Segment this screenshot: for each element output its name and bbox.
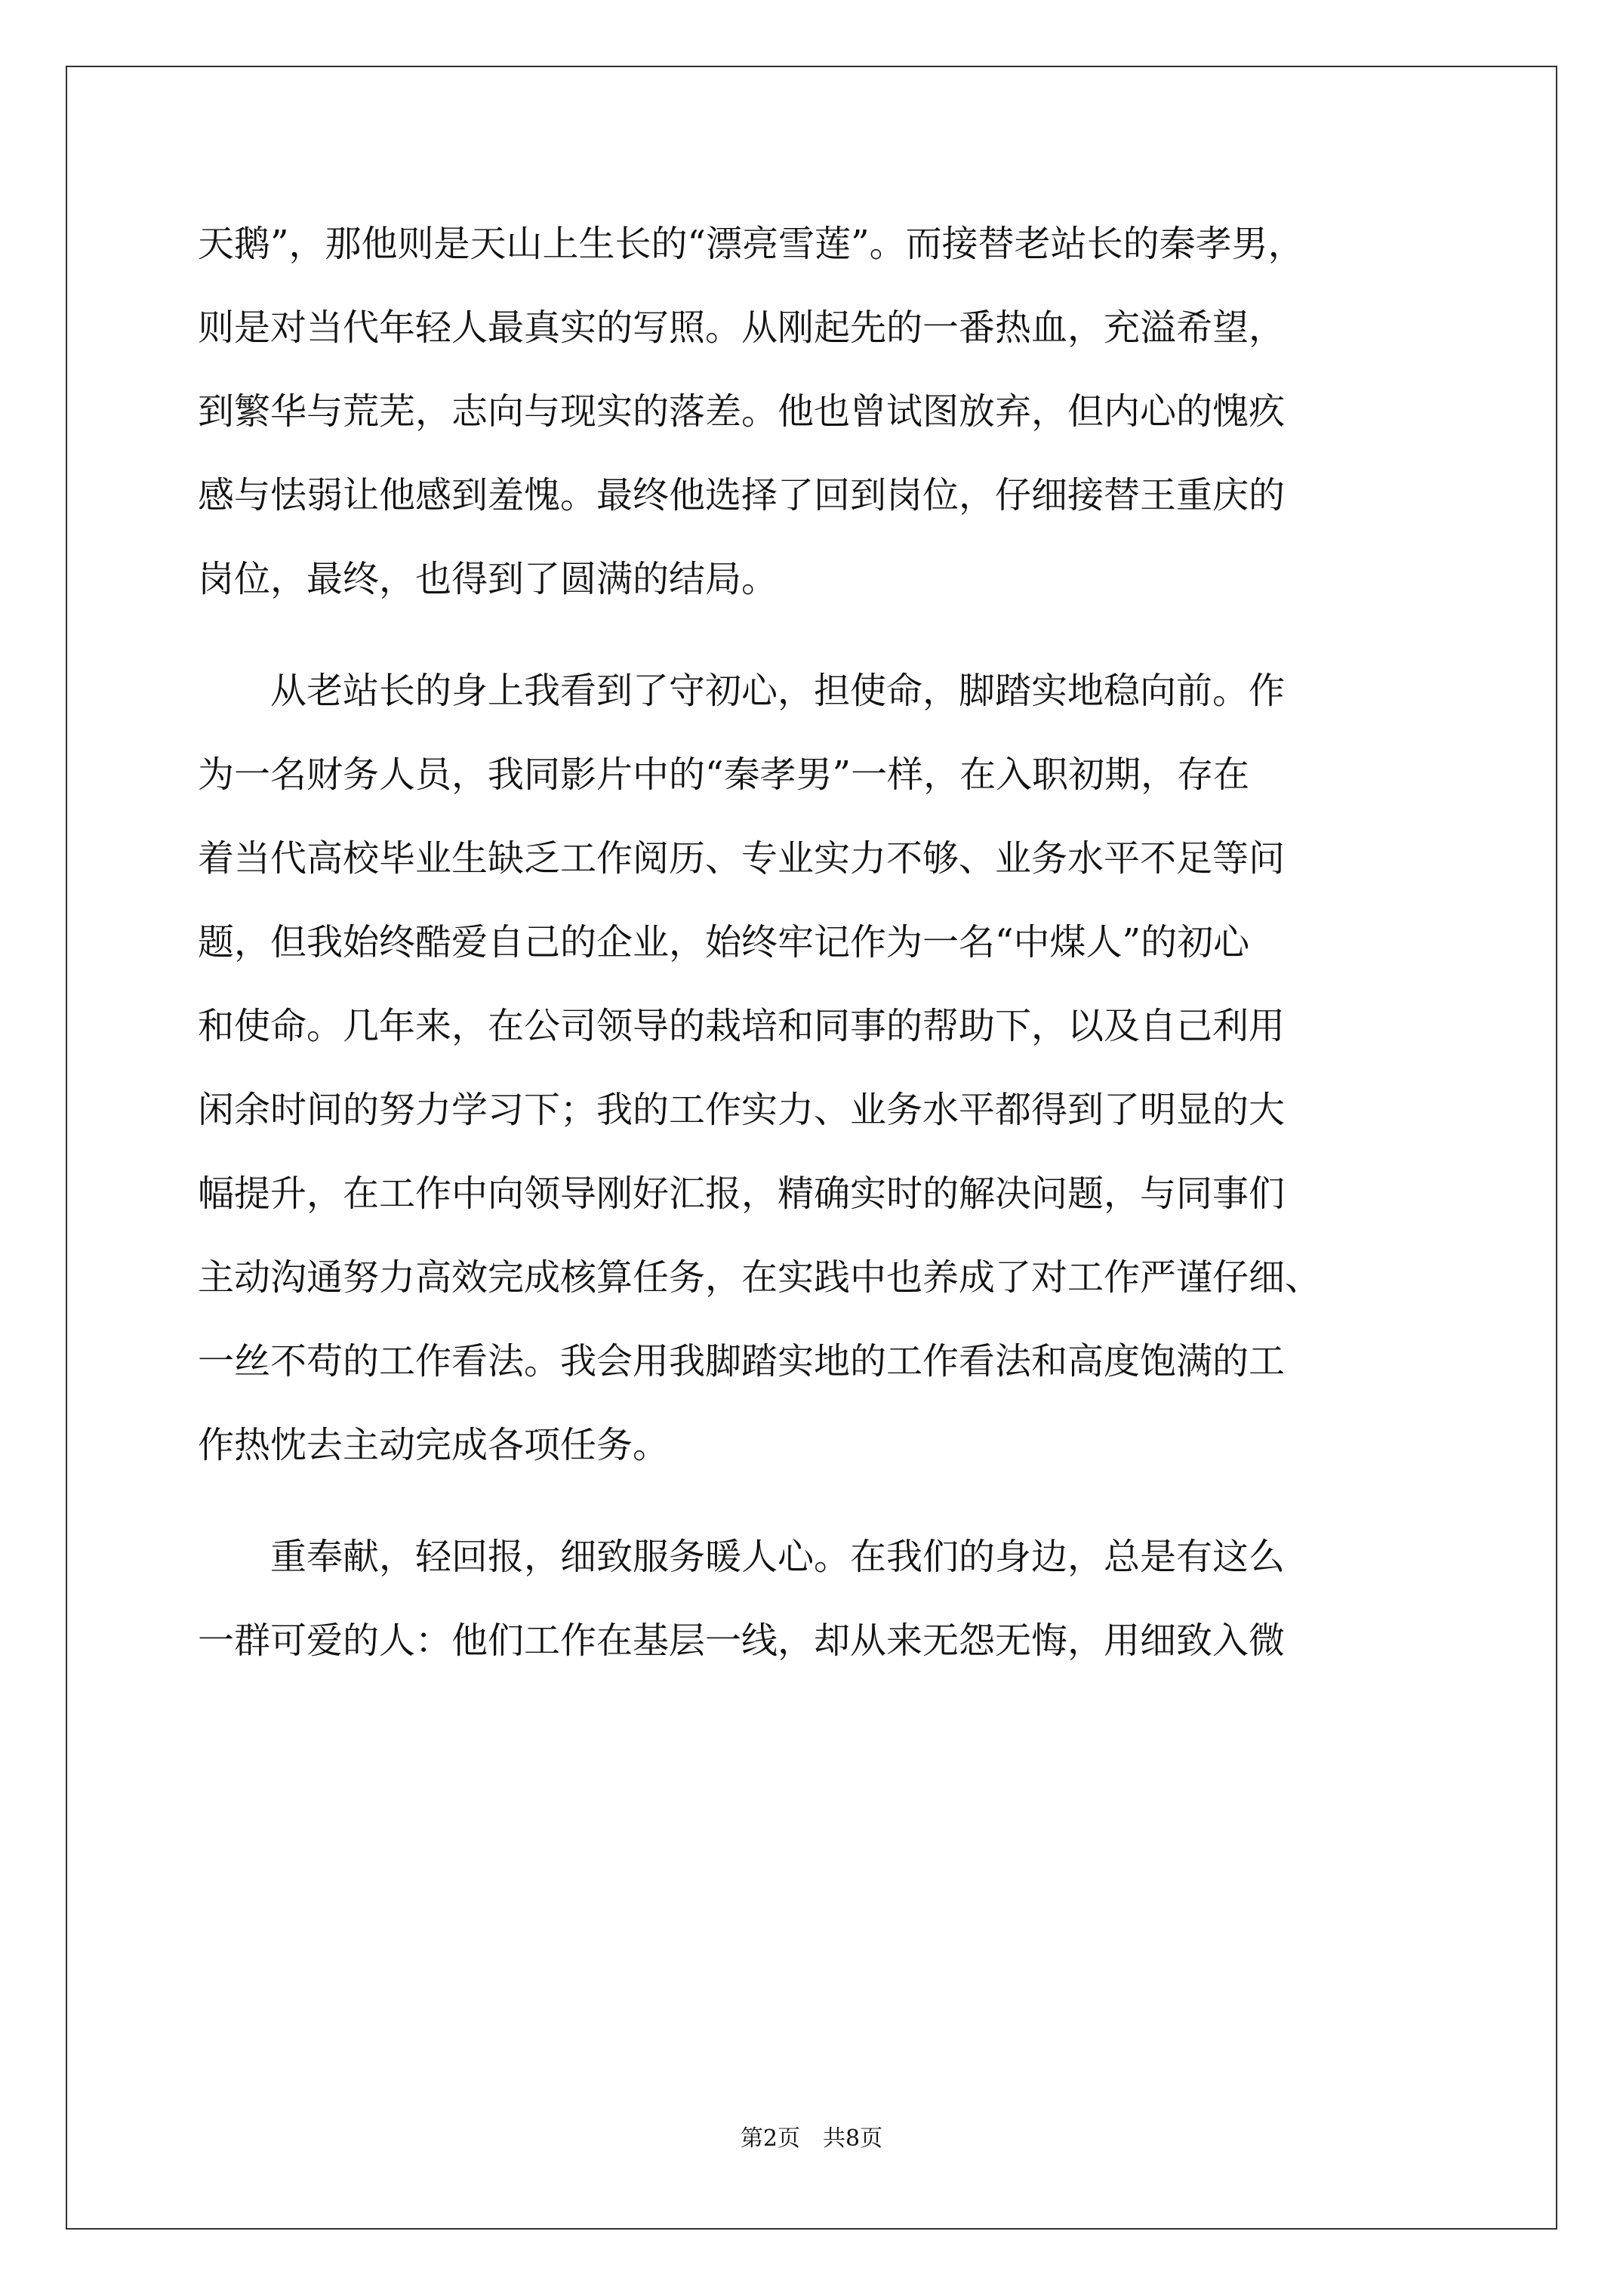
- page-number: 第2页: [740, 2125, 800, 2152]
- text-line: 和使命。几年来，在公司领导的栽培和同事的帮助下，以及自己利用: [198, 1005, 1286, 1047]
- paragraph-1: [198, 202, 1481, 621]
- paragraph-3: [198, 1515, 1481, 1683]
- text-line: 一丝不苟的工作看法。我会用我脚踏实地的工作看法和高度饱满的工: [198, 1340, 1286, 1382]
- page-total: 共8页: [823, 2125, 883, 2152]
- text-line: 岗位，最终，也得到了圆满的结局。: [198, 558, 778, 600]
- text-line: 幅提升，在工作中向领导刚好汇报，精确实时的解决问题，与同事们: [198, 1173, 1286, 1215]
- document-body: [198, 202, 1481, 1683]
- text-line: 感与怯弱让他感到羞愧。最终他选择了回到岗位，仔细接替王重庆的: [198, 474, 1286, 516]
- text-line: 重奉献，轻回报，细致服务暖人心。在我们的身边，总是有这么: [198, 1536, 1286, 1578]
- page-footer: [0, 2124, 1623, 2154]
- paragraph-2: [198, 649, 1481, 1487]
- text-line: 着当代高校毕业生缺乏工作阅历、专业实力不够、业务水平不足等问: [198, 837, 1286, 880]
- text-line: 则是对当代年轻人最真实的写照。从刚起先的一番热血，充溢希望，: [198, 307, 1286, 349]
- text-line: 作热忱去主动完成各项任务。: [198, 1424, 670, 1466]
- text-line: 天鹅”，那他则是天山上生长的“漂亮雪莲”。而接替老站长的秦孝男，: [198, 223, 1304, 265]
- text-line: 为一名财务人员，我同影片中的“秦孝男”一样，在入职初期，存在: [198, 754, 1250, 796]
- text-line: 闲余时间的努力学习下；我的工作实力、业务水平都得到了明显的大: [198, 1089, 1286, 1131]
- text-line: 题，但我始终酷爱自己的企业，始终牢记作为一名“中煤人”的初心: [198, 921, 1250, 963]
- text-line: 从老站长的身上我看到了守初心，担使命，脚踏实地稳向前。作: [198, 670, 1286, 712]
- paragraph-gap: [198, 1487, 1481, 1515]
- text-line: 一群可爱的人：他们工作在基层一线，却从来无怨无悔，用细致入微: [198, 1620, 1286, 1662]
- paragraph-gap: [198, 621, 1481, 649]
- text-line: 到繁华与荒芜，志向与现实的落差。他也曾试图放弃，但内心的愧疚: [198, 390, 1286, 433]
- text-line: 主动沟通努力高效完成核算任务，在实践中也养成了对工作严谨仔细、: [198, 1256, 1322, 1299]
